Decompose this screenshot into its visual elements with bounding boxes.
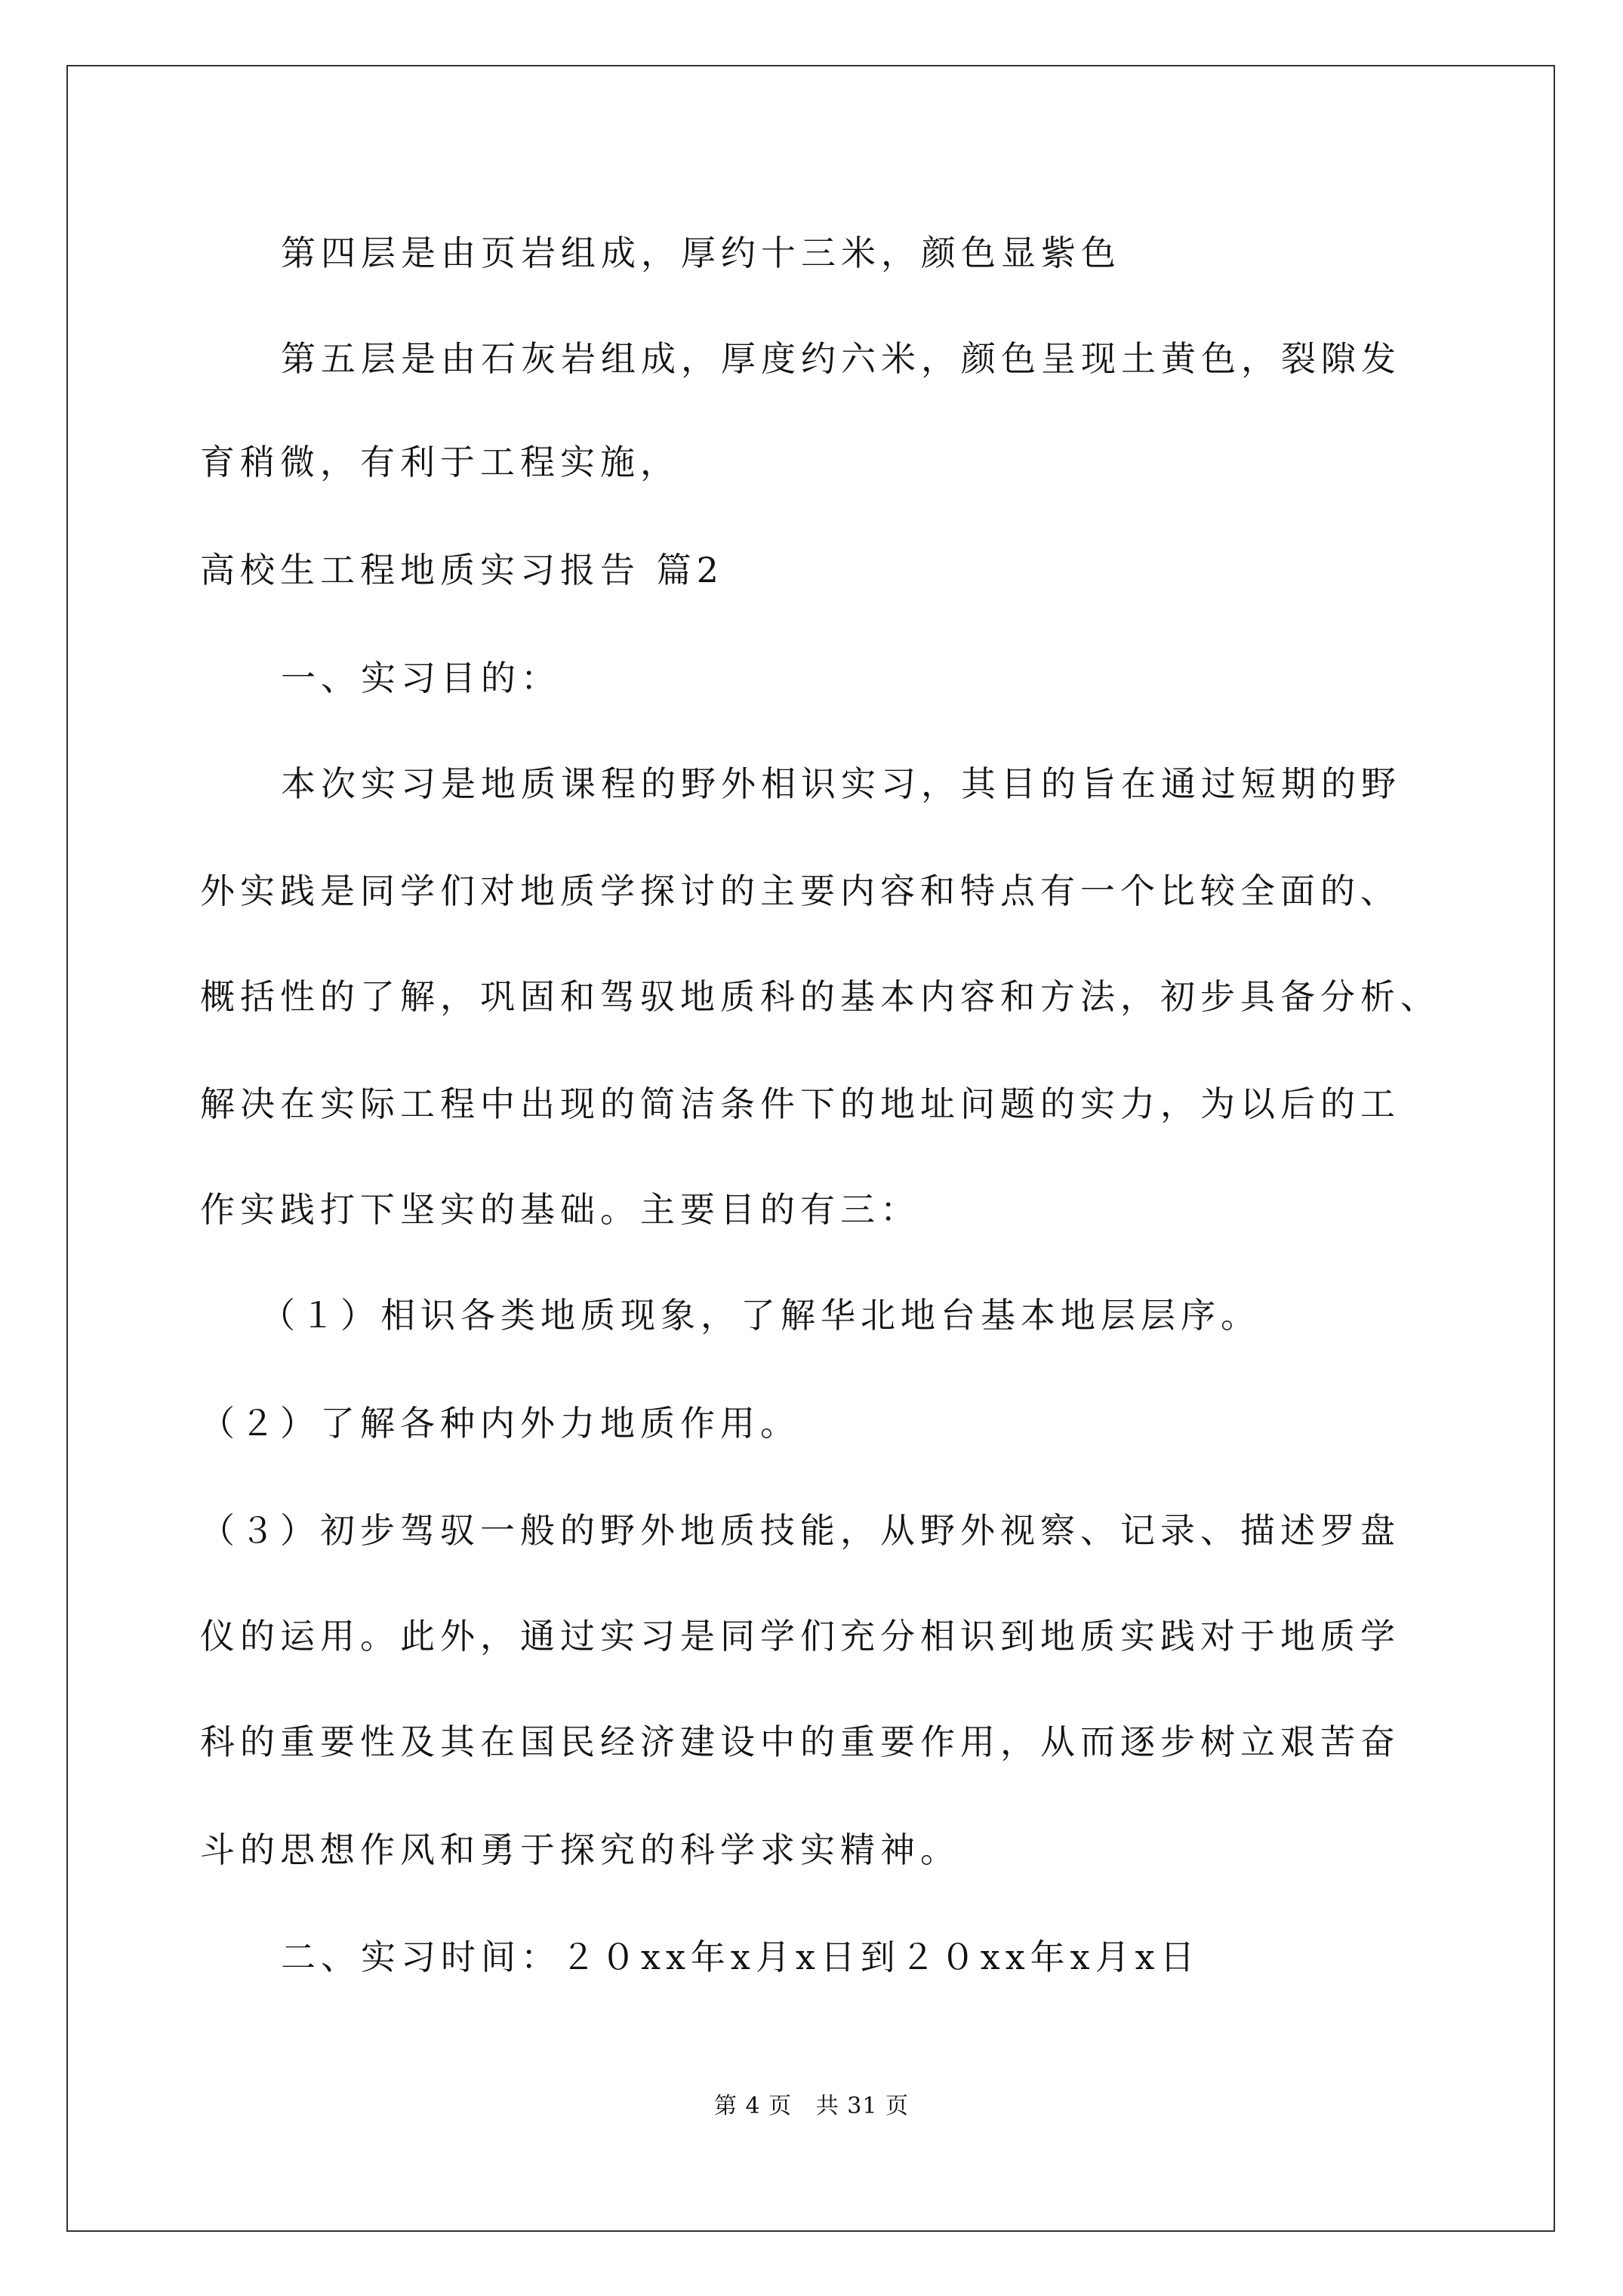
paragraph-line: 概括性的了解，巩固和驾驭地质科的基本内容和方法，初步具备分析、 — [200, 976, 1440, 1017]
list-item: （３）初步驾驭一般的野外地质技能，从野外视察、记录、描述罗盘 — [200, 1510, 1400, 1551]
list-item: （２）了解各种内外力地质作用。 — [200, 1403, 800, 1444]
paragraph-line: 外实践是同学们对地质学探讨的主要内容和特点有一个比较全面的、 — [200, 871, 1400, 911]
subsection-heading: 一、实习目的： — [281, 658, 561, 698]
paragraph-line: 第五层是由石灰岩组成，厚度约六米，颜色呈现土黄色，裂隙发 — [281, 338, 1401, 379]
paragraph-line: 仪的运用。此外，通过实习是同学们充分相识到地质实践对于地质学 — [200, 1616, 1400, 1657]
page-border — [66, 65, 1555, 2232]
page-number-footer: 第 4 页 共 31 页 — [713, 2093, 909, 2119]
subsection-heading: 二、实习时间：２０xx年x月x日到２０xx年x月x日 — [281, 1937, 1200, 1977]
paragraph-line: 解决在实际工程中出现的简洁条件下的地址问题的实力，为以后的工 — [200, 1083, 1400, 1124]
paragraph-line: 斗的思想作风和勇于探究的科学求实精神。 — [200, 1829, 960, 1870]
paragraph-line: 本次实习是地质课程的野外相识实习，其目的旨在通过短期的野 — [281, 763, 1401, 804]
list-item: （１）相识各类地质现象，了解华北地台基本地层层序。 — [260, 1295, 1261, 1336]
paragraph-line: 第四层是由页岩组成，厚约十三米，颜色显紫色 — [281, 233, 1121, 273]
paragraph-line: 科的重要性及其在国民经济建设中的重要作用，从而逐步树立艰苦奋 — [200, 1721, 1400, 1762]
paragraph-line: 育稍微，有利于工程实施， — [200, 442, 680, 482]
paragraph-line: 作实践打下坚实的基础。主要目的有三： — [200, 1189, 920, 1230]
section-heading: 高校生工程地质实习报告 篇2 — [200, 550, 724, 590]
